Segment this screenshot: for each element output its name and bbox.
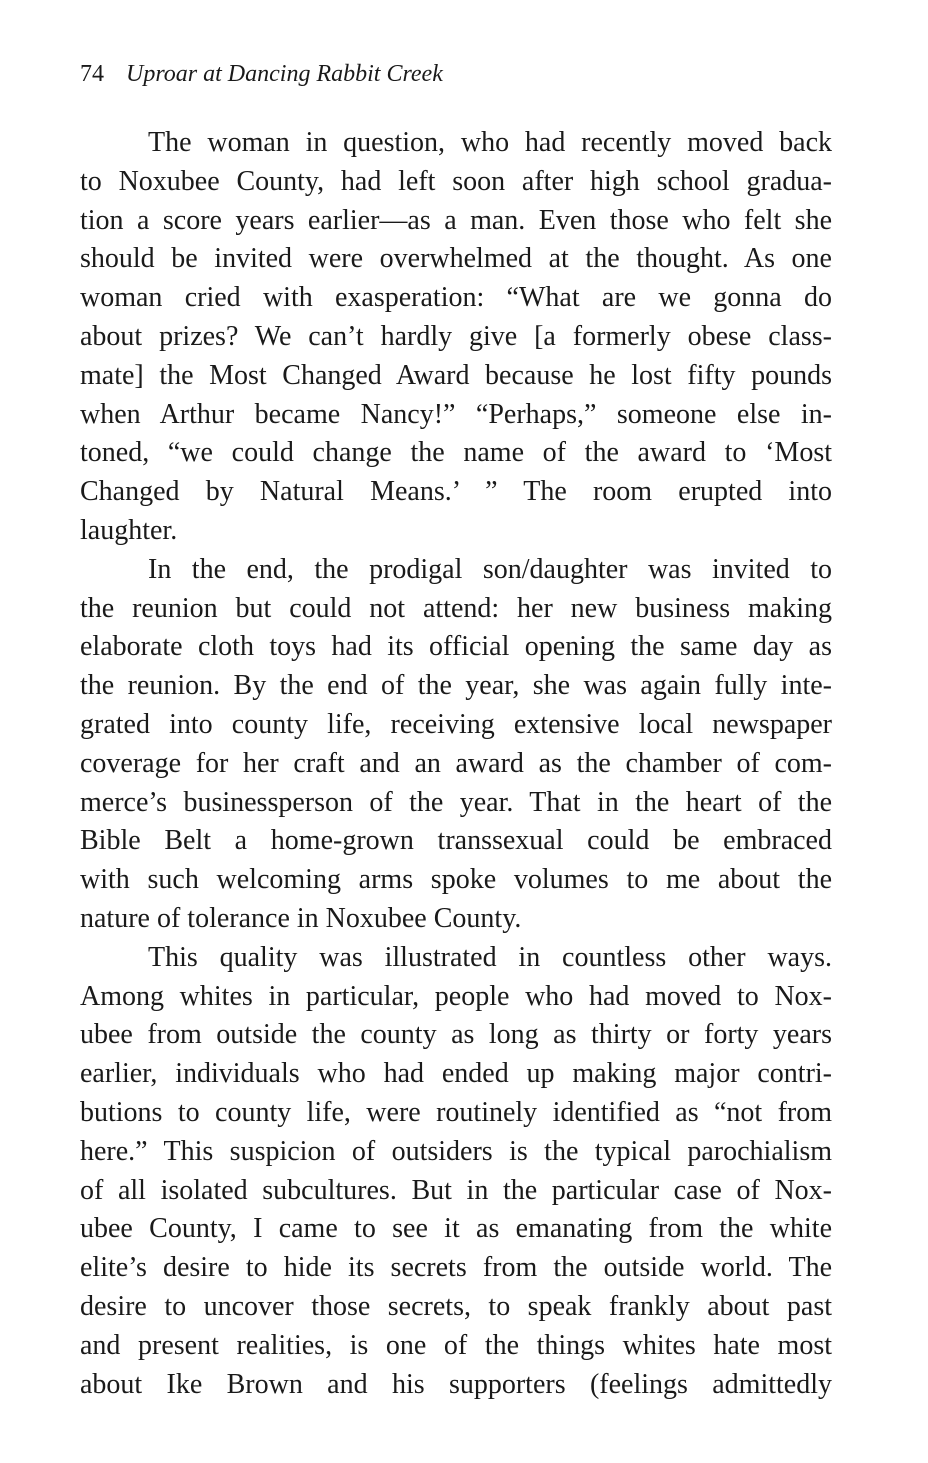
text-line: tion a score years earlier—as a man. Even those who felt she	[80, 204, 832, 236]
running-title: Uproar at Dancing Rabbit Creek	[126, 61, 443, 87]
text-line: ubee from outside the county as long as thirty or forty years	[80, 1019, 832, 1051]
text-line: Among whites in particular, people who had moved to Nox-	[80, 980, 832, 1012]
text-line: grated into county life, receiving extensive local newspaper	[80, 708, 832, 740]
text-line: about prizes? We can’t hardly give [a formerly obese class-	[80, 320, 832, 352]
text-line: of all isolated subcultures. But in the particular case of Nox-	[80, 1174, 832, 1206]
text-line: In the end, the prodigal son/daughter was invited to	[148, 553, 832, 585]
text-line: toned, “we could change the name of the award to ‘Most	[80, 437, 832, 469]
text-line: desire to uncover those secrets, to speak frankly about past	[80, 1290, 832, 1322]
text-line: elaborate cloth toys had its official opening the same day as	[80, 631, 832, 663]
text-line: here.” This suspicion of outsiders is the typical parochialism	[80, 1135, 832, 1167]
text-line: the reunion. By the end of the year, she was again fully inte-	[80, 670, 832, 702]
text-line: coverage for her craft and an award as the chamber of com-	[80, 747, 832, 779]
text-line: about Ike Brown and his supporters (feelings admittedly	[80, 1368, 832, 1400]
text-line: the reunion but could not attend: her new business making	[80, 592, 832, 624]
text-line: to Noxubee County, had left soon after high school gradua-	[80, 165, 832, 197]
text-line: should be invited were overwhelmed at the thought. As one	[80, 243, 832, 275]
body-text	[80, 124, 832, 1404]
page-number: 74	[80, 61, 104, 87]
text-line: Bible Belt a home-grown transsexual could be embraced	[80, 825, 832, 857]
text-line: woman cried with exasperation: “What are we gonna do	[80, 282, 832, 314]
text-line: mate] the Most Changed Award because he lost fifty pounds	[80, 359, 832, 391]
text-line: elite’s desire to hide its secrets from the outside world. The	[80, 1252, 832, 1284]
text-line: Changed by Natural Means.’ ” The room erupted into	[80, 476, 832, 508]
text-line: earlier, individuals who had ended up making major contri-	[80, 1058, 832, 1090]
text-line: nature of tolerance in Noxubee County.	[80, 902, 522, 934]
text-line: The woman in question, who had recently moved back	[148, 127, 832, 158]
text-line: laughter.	[80, 514, 178, 546]
text-line: and present realities, is one of the things whites hate most	[80, 1329, 832, 1361]
text-line: This quality was illustrated in countless other ways.	[148, 941, 832, 973]
running-head	[80, 58, 443, 90]
text-line: butions to county life, were routinely identified as “not from	[80, 1096, 832, 1128]
text-line: with such welcoming arms spoke volumes to me about the	[80, 864, 832, 896]
text-line: merce’s businessperson of the year. That in the heart of the	[80, 786, 832, 818]
text-line: ubee County, I came to see it as emanating from the white	[80, 1213, 832, 1245]
text-line: when Arthur became Nancy!” “Perhaps,” someone else in-	[80, 398, 832, 430]
